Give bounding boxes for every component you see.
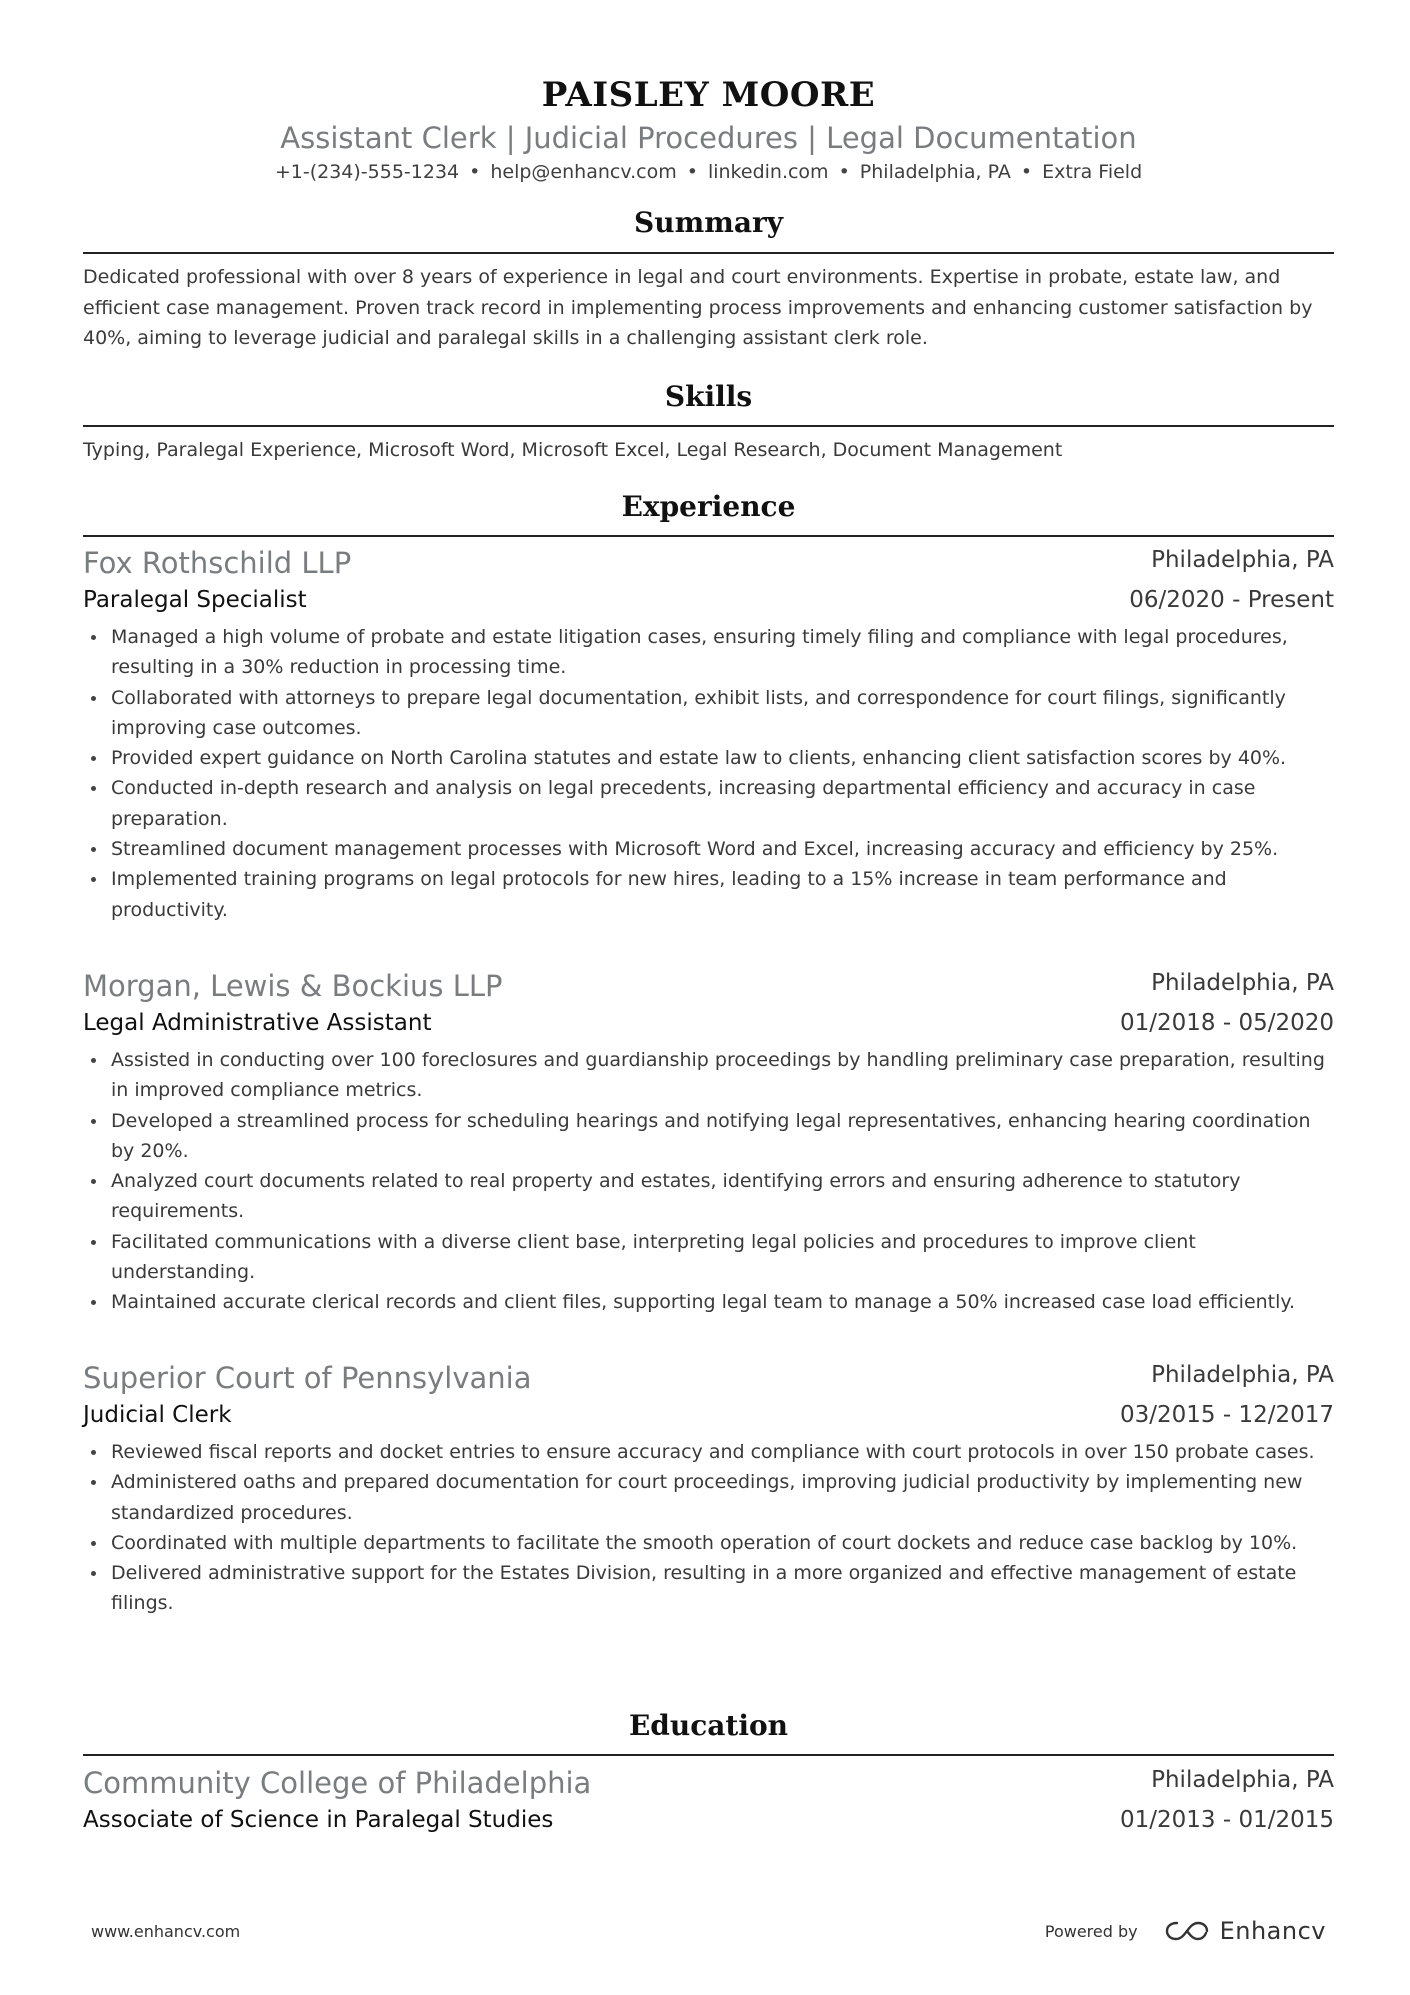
job-subheader [83,1007,1334,1043]
list-item: Streamlined document management processes with Microsoft Word and Excel, increasing accuracy and efficiency by 25%. [83,834,1334,864]
education-subheader [83,1804,1334,1840]
education-title: Education [628,1709,789,1742]
job-subheader [83,584,1334,620]
list-item: Reviewed fiscal reports and docket entries to ensure accuracy and compliance with court protocols in over 150 probate cases. [83,1437,1334,1467]
contact-email: help@enhancv.com [490,161,677,183]
list-item: Assisted in conducting over 100 foreclosures and guardianship proceedings by handling preliminary case preparation, resulting in improved compliance metrics. [83,1045,1334,1106]
summary-text: Dedicated professional with over 8 years of experience in legal and court environments. Expertise in probate, estate law, and efficient case management. Proven track record in implementing process improvements and enhancing customer satisfaction by 40%, aiming to leverage judicial and paralegal skills in a challenging assistant clerk role. [83,266,1313,349]
bullet-separator: • [838,161,850,183]
job-bullets [83,622,1334,925]
bullet-separator: • [1020,161,1033,183]
contact-linkedin: linkedin.com [707,161,829,183]
job-location: Philadelphia, PA [1151,970,1334,996]
list-item: Delivered administrative support for the Estates Division, resulting in a more organized and effective management of estate filings. [83,1558,1334,1619]
job-location: Philadelphia, PA [1151,547,1334,573]
experience-title: Experience [621,490,796,523]
candidate-name: PAISLEY MOORE [541,75,876,115]
company-name: Superior Court of Pennsylvania [83,1361,532,1395]
education-header [83,1764,1334,1800]
section-divider [83,425,1334,427]
list-item: Implemented training programs on legal protocols for new hires, leading to a 15% increase in team performance and productivity. [83,864,1334,925]
skills-text: Typing, Paralegal Experience, Microsoft Word, Microsoft Excel, Legal Research, Document Management [83,439,1063,461]
job-title: Paralegal Specialist [83,587,307,613]
contact-extra: Extra Field [1042,161,1143,183]
job-dates: 01/2018 - 05/2020 [1119,1010,1334,1036]
bullet-separator: • [469,161,481,183]
job-bullets [83,1045,1334,1318]
job-title: Judicial Clerk [83,1402,232,1428]
list-item: Conducted in-depth research and analysis on legal precedents, increasing departmental efficiency and accuracy in case preparation. [83,773,1334,834]
list-item: Analyzed court documents related to real property and estates, identifying errors and ensuring adherence to statutory requirements. [83,1166,1334,1227]
job-location: Philadelphia, PA [1151,1362,1334,1388]
list-item: Developed a streamlined process for scheduling hearings and notifying legal representatives, enhancing hearing coordination by 20%. [83,1106,1334,1167]
list-item: Administered oaths and prepared documentation for court proceedings, improving judicial productivity by implementing new standardized procedures. [83,1467,1334,1528]
company-name: Morgan, Lewis & Bockius LLP [83,969,503,1003]
school-location: Philadelphia, PA [1151,1767,1334,1793]
job-header [83,1359,1334,1395]
section-divider [83,1754,1334,1756]
summary-title: Summary [634,206,783,239]
list-item: Provided expert guidance on North Carolina statutes and estate law to clients, enhancing client satisfaction scores by 40%. [83,743,1334,773]
list-item: Coordinated with multiple departments to facilitate the smooth operation of court dockets and reduce case backlog by 10%. [83,1528,1334,1558]
list-item: Collaborated with attorneys to prepare legal documentation, exhibit lists, and correspondence for court filings, significantly improving case outcomes. [83,683,1334,744]
list-item: Facilitated communications with a diverse client base, interpreting legal policies and procedures to improve client understanding. [83,1227,1334,1288]
job-dates: 06/2020 - Present [1129,587,1334,613]
education-dates: 01/2013 - 01/2015 [1119,1807,1334,1833]
bullet-separator: • [686,161,698,183]
section-divider [83,252,1334,254]
headline: Assistant Clerk | Judicial Procedures | Legal Documentation [280,121,1137,155]
powered-by-label: Powered by [1044,1921,1138,1941]
brand-name: Enhancv [1219,1917,1326,1945]
job-header [83,967,1334,1003]
contact-location: Philadelphia, PA [859,161,1011,183]
degree: Associate of Science in Paralegal Studies [83,1807,554,1833]
job-subheader [83,1399,1334,1435]
job-title: Legal Administrative Assistant [83,1010,432,1036]
job-header [83,544,1334,580]
enhancv-logo-icon [1164,1919,1210,1943]
contact-phone: +1-(234)-555-1234 [274,161,460,183]
school-name: Community College of Philadelphia [83,1766,592,1800]
footer-website[interactable]: www.enhancv.com [91,1922,241,1941]
company-name: Fox Rothschild LLP [83,546,352,580]
contact-line [83,158,1334,186]
job-dates: 03/2015 - 12/2017 [1119,1402,1334,1428]
section-divider [83,535,1334,537]
list-item: Managed a high volume of probate and estate litigation cases, ensuring timely filing and compliance with legal procedures, resulting in a 30% reduction in processing time. [83,622,1334,683]
list-item: Maintained accurate clerical records and client files, supporting legal team to manage a 50% increased case load efficiently. [83,1287,1334,1317]
footer-branding [1045,1914,1326,1948]
skills-title: Skills [664,380,753,413]
job-bullets [83,1437,1334,1619]
